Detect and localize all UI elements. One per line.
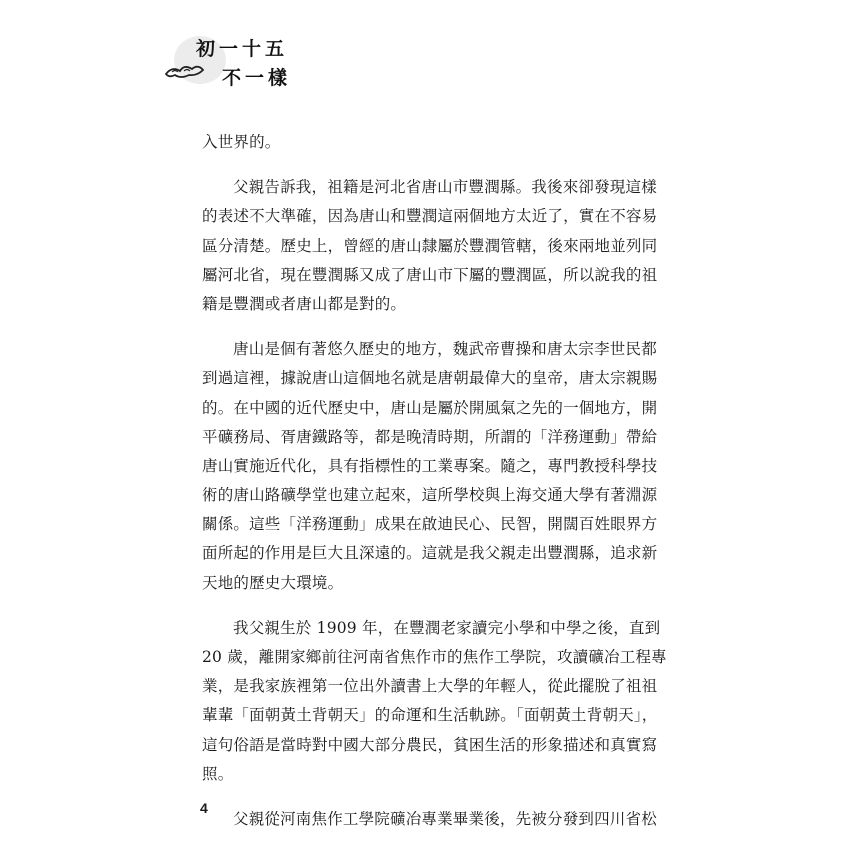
text-line: 籍是豐潤或者唐山都是對的。 [202,294,407,313]
text-line: 術的唐山路礦學堂也建立起來，這所學校與上海交通大學有著淵源 [202,486,658,505]
text-line: 這句俗語是當時對中國大部分農民，貧困生活的形象描述和真實寫 [202,735,658,754]
text-line: 唐山是個有著悠久歷史的地方，魏武帝曹操和唐太宗李世民都 [233,340,657,359]
text-line: 到過這裡，據說唐山這個地名就是唐朝最偉大的皇帝，唐太宗親賜 [202,369,658,388]
text-line: 入世界的。 [202,133,281,151]
text-line: 業，是我家族裡第一位出外讀書上大學的年輕人，從此擺脫了祖祖 [202,677,658,696]
text-line: 關係。這些「洋務運動」成果在啟迪民心、民智，開闊百姓眼界方 [202,515,658,534]
body-text [202,128,667,834]
text-line: 20 歲，離開家鄉前往河南省焦作市的焦作工學院，攻讀礦冶工程專 [202,648,667,666]
text-line: 的。在中國的近代歷史中，唐山是屬於開風氣之先的一個地方，開 [202,398,658,417]
text-line: 父親從河南焦作工學院礦冶專業畢業後，先被分發到四川省松 [233,809,657,828]
text-line: 照。 [202,764,234,783]
text-line: 面所起的作用是巨大且深遠的。這就是我父親走出豐潤縣，追求新 [202,544,658,563]
header-title-line-1: 初一十五 [196,38,289,60]
header-title-line-2: 不一樣 [222,67,292,89]
text-line: 天地的歷史大環境。 [202,573,344,592]
running-header [160,30,310,90]
text-line: 我父親生於 1909 年，在豐潤老家讀完小學和中學之後，直到 [233,618,661,637]
text-line: 父親告訴我，祖籍是河北省唐山市豐潤縣。我後來卻發現這樣 [233,178,657,197]
text-line: 的表述不大準確，因為唐山和豐潤這兩個地方太近了，實在不容易 [202,207,658,226]
text-line: 屬河北省，現在豐潤縣又成了唐山市下屬的豐潤區，所以說我的祖 [202,265,658,284]
page-number: 4 [200,800,208,816]
text-line: 區分清楚。歷史上，曾經的唐山隸屬於豐潤管轄，後來兩地並列同 [202,236,658,255]
text-line: 唐山實施近代化，具有指標性的工業專案。隨之，專門教授科學技 [202,456,658,475]
text-line: 平礦務局、胥唐鐵路等，都是晚清時期，所謂的「洋務運動」帶給 [202,427,658,446]
text-line: 輩輩「面朝黃土背朝天」的命運和生活軌跡。「面朝黃土背朝天」， [202,706,658,725]
